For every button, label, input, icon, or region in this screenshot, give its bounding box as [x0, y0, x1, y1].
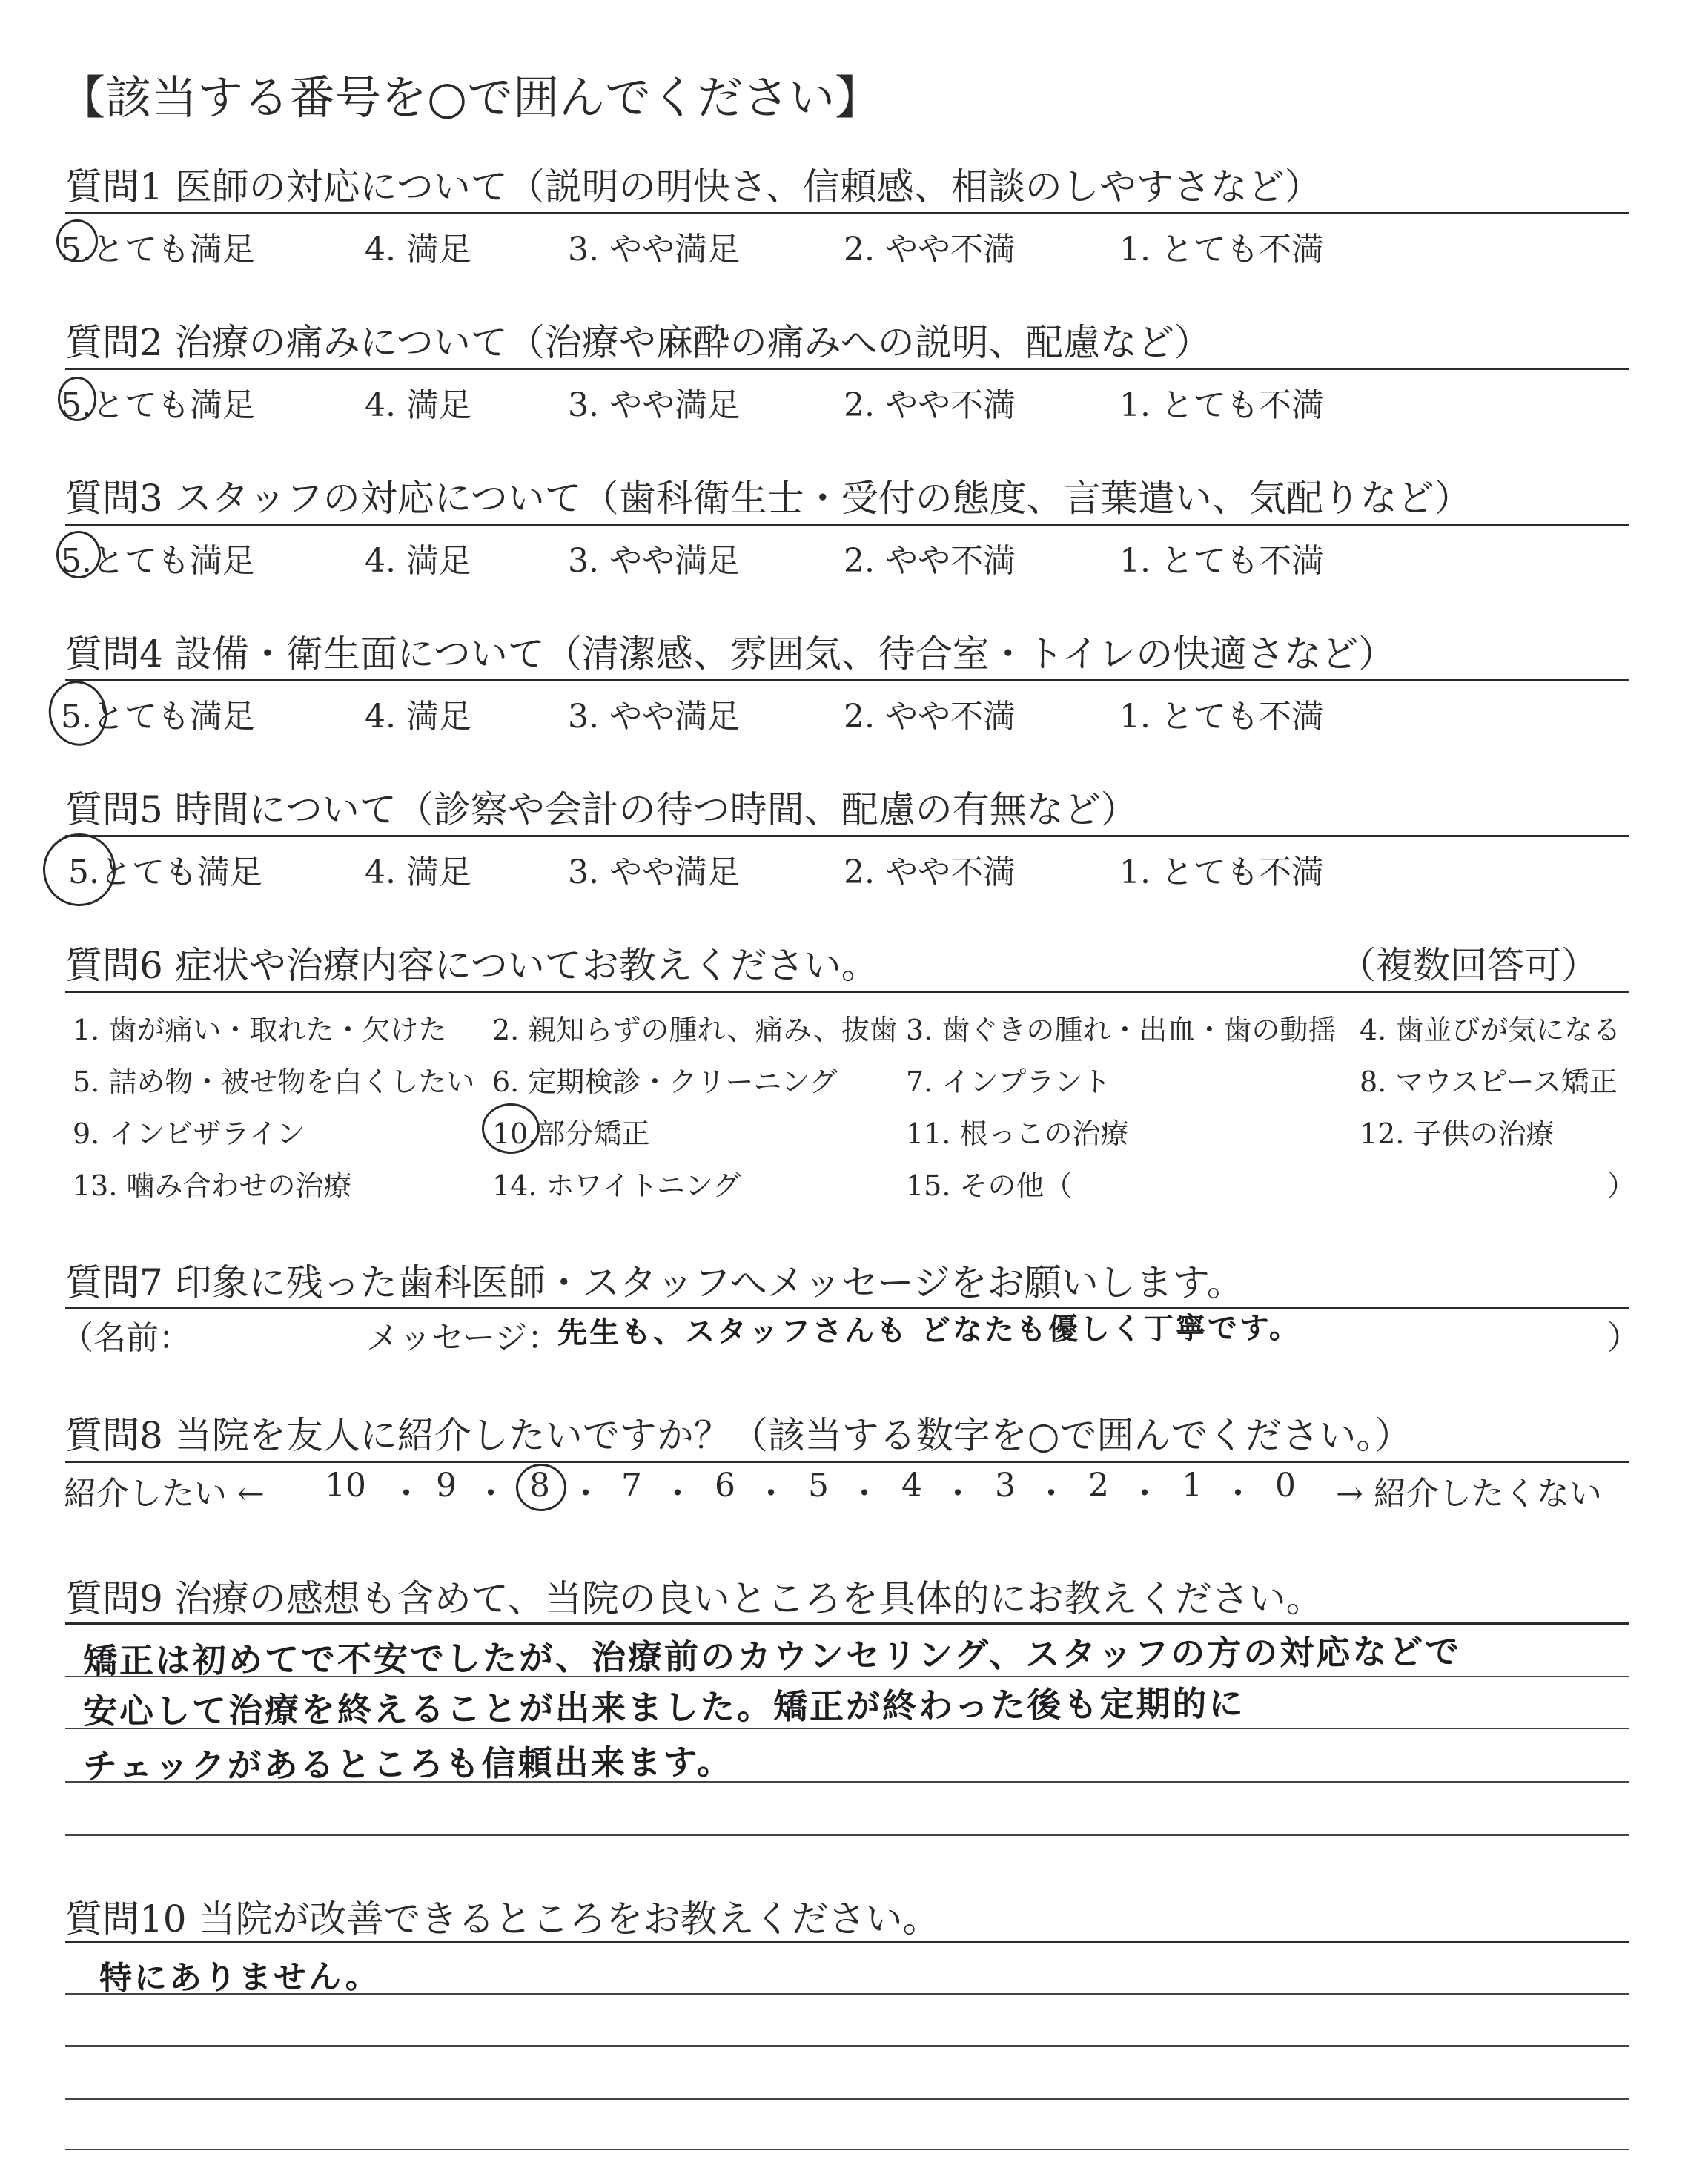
q5-title: 質問5 時間について（診察や会計の待つ時間、配慮の有無など）: [65, 788, 1138, 831]
q7-name-label: （名前：: [61, 1319, 191, 1357]
q1-opt-3[interactable]: 3. やや満足: [568, 231, 740, 268]
q6-item-15[interactable]: 15. その他（: [906, 1169, 1073, 1202]
q8-scale-1[interactable]: 1: [1182, 1467, 1202, 1505]
q8-dot: ・: [474, 1475, 507, 1513]
q5-opt-3[interactable]: 3. やや満足: [568, 853, 740, 891]
q5-rule: [65, 835, 1629, 837]
q8-dot: ・: [390, 1475, 423, 1513]
q5-opt-4[interactable]: 4. 満足: [365, 853, 471, 891]
q8-scale-4[interactable]: 4: [901, 1467, 922, 1505]
q8-dot: ・: [755, 1475, 787, 1513]
q1-opt-2[interactable]: 2. やや不満: [844, 231, 1016, 268]
q8-scale-9[interactable]: 9: [436, 1467, 457, 1505]
q2-opt-5[interactable]: 5.とても満足: [61, 386, 255, 424]
q1-opt-5[interactable]: 5.とても満足: [61, 231, 255, 268]
q3-opt-3[interactable]: 3. やや満足: [568, 542, 740, 580]
q4-opt-2[interactable]: 2. やや不満: [844, 698, 1016, 736]
q2-opt-1[interactable]: 1. とても不満: [1119, 386, 1324, 424]
q2-opt-4[interactable]: 4. 満足: [365, 386, 471, 424]
q2-rule: [65, 368, 1629, 370]
q8-scale-0[interactable]: 0: [1275, 1467, 1296, 1505]
q6-title: 質問6 症状や治療内容についてお教えください。: [65, 944, 878, 987]
q6-item-15-close: ）: [1607, 1169, 1636, 1202]
q6-item-2[interactable]: 2. 親知らずの腫れ、痛み、抜歯: [492, 1014, 898, 1046]
q6-item-9[interactable]: 9. インビザライン: [73, 1117, 305, 1150]
q8-dot: ・: [661, 1475, 694, 1513]
q6-item-1[interactable]: 1. 歯が痛い・取れた・欠けた: [73, 1014, 447, 1046]
q6-item-14[interactable]: 14. ホワイトニング: [492, 1169, 741, 1202]
q9-answer-rule-4: [65, 1834, 1629, 1836]
q10-answer-rule-1: [65, 1993, 1629, 1995]
q4-title: 質問4 設備・衛生面について（清潔感、雰囲気、待合室・トイレの快適さなど）: [65, 633, 1396, 676]
q5-opt-5[interactable]: 5.とても満足: [68, 853, 262, 891]
q4-hand-circle: [43, 676, 113, 751]
q8-scale-3[interactable]: 3: [995, 1467, 1016, 1505]
q4-opt-5[interactable]: 5.とても満足: [61, 698, 255, 736]
q1-title: 質問1 医師の対応について（説明の明快さ、信頼感、相談のしやすさなど）: [65, 165, 1322, 208]
q2-hand-circle: [58, 377, 96, 421]
q10-rule: [65, 1941, 1629, 1943]
q6-note: （複数回答可）: [1339, 944, 1598, 987]
q3-opt-4[interactable]: 4. 満足: [365, 542, 471, 580]
q9-answer-rule-1: [65, 1676, 1629, 1677]
q7-title: 質問7 印象に残った歯科医師・スタッフへメッセージをお願いします。: [65, 1261, 1244, 1304]
q6-item-6[interactable]: 6. 定期検診・クリーニング: [492, 1066, 838, 1098]
q6-item-12[interactable]: 12. 子供の治療: [1360, 1117, 1555, 1150]
q8-dot: ・: [848, 1475, 881, 1513]
q10-answer-rule-3: [65, 2098, 1629, 2100]
q8-dot: ・: [569, 1475, 602, 1513]
q8-rule: [65, 1461, 1629, 1463]
page-title: 【該当する番号を○で囲んでください】: [59, 70, 881, 125]
q3-opt-5[interactable]: 5.とても満足: [61, 542, 255, 580]
q6-hand-circle: [482, 1103, 540, 1154]
q3-opt-2[interactable]: 2. やや不満: [844, 542, 1016, 580]
q8-hand-circle: [516, 1464, 566, 1511]
q8-scale-2[interactable]: 2: [1088, 1467, 1109, 1505]
q5-opt-1[interactable]: 1. とても不満: [1119, 853, 1324, 891]
q8-scale-7[interactable]: 7: [621, 1467, 642, 1505]
q10-answer: 特にありません。: [99, 1958, 380, 1998]
q1-hand-circle: [56, 219, 98, 262]
q6-item-5[interactable]: 5. 詰め物・被せ物を白くしたい: [73, 1066, 475, 1098]
q10-answer-rule-2: [65, 2045, 1629, 2047]
q8-left-label: 紹介したい ←: [64, 1475, 265, 1513]
q4-rule: [65, 679, 1629, 681]
q9-rule: [65, 1622, 1629, 1625]
q4-opt-3[interactable]: 3. やや満足: [568, 698, 740, 736]
q3-hand-circle: [56, 531, 101, 578]
q9-answer-line-3: チェックがあるところも信頼出来ます。: [82, 1741, 734, 1786]
q6-item-11[interactable]: 11. 根っこの治療: [906, 1117, 1129, 1150]
q8-dot: ・: [1222, 1475, 1254, 1513]
q3-title: 質問3 スタッフの対応について（歯科衛生士・受付の態度、言葉遣い、気配りなど）: [65, 477, 1472, 520]
q8-right-label: → 紹介したくない: [1336, 1475, 1602, 1513]
q6-item-10[interactable]: 10.部分矯正: [492, 1117, 650, 1150]
q4-opt-1[interactable]: 1. とても不満: [1119, 698, 1324, 736]
q4-opt-4[interactable]: 4. 満足: [365, 698, 471, 736]
q9-answer-rule-2: [65, 1728, 1629, 1729]
q5-hand-circle: [35, 825, 124, 914]
q9-answer-line-2: 安心して治療を終えることが出来ました。矯正が終わった後も定期的に: [82, 1683, 1245, 1731]
q9-answer-rule-3: [65, 1781, 1629, 1783]
q2-opt-2[interactable]: 2. やや不満: [844, 386, 1016, 424]
q3-rule: [65, 524, 1629, 526]
q3-opt-1[interactable]: 1. とても不満: [1119, 542, 1324, 580]
q8-dot: ・: [941, 1475, 974, 1513]
q1-opt-1[interactable]: 1. とても不満: [1119, 231, 1324, 268]
q10-title: 質問10 当院が改善できるところをお教えください。: [65, 1898, 940, 1941]
q8-title: 質問8 当院を友人に紹介したいですか？（該当する数字を○で囲んでください。）: [65, 1414, 1412, 1457]
q10-answer-rule-4: [65, 2149, 1629, 2150]
q7-close: ）: [1607, 1319, 1640, 1357]
q6-item-13[interactable]: 13. 噛み合わせの治療: [73, 1169, 352, 1202]
q8-dot: ・: [1035, 1475, 1068, 1513]
q7-message-label: メッセージ：: [366, 1319, 560, 1357]
q8-dot: ・: [1128, 1475, 1161, 1513]
q6-rule: [65, 991, 1629, 993]
q2-opt-3[interactable]: 3. やや満足: [568, 386, 740, 424]
q6-item-4[interactable]: 4. 歯並びが気になる: [1360, 1014, 1621, 1046]
q6-item-8[interactable]: 8. マウスピース矯正: [1360, 1066, 1618, 1098]
q7-message: 先生も、スタッフさんも どなたも優しく丁寧です。: [557, 1311, 1301, 1350]
q1-rule: [65, 212, 1629, 214]
q6-item-7[interactable]: 7. インプラント: [906, 1066, 1111, 1098]
q8-scale-5[interactable]: 5: [808, 1467, 829, 1505]
q1-opt-4[interactable]: 4. 満足: [365, 231, 471, 268]
q5-opt-2[interactable]: 2. やや不満: [844, 853, 1016, 891]
q9-title: 質問9 治療の感想も含めて、当院の良いところを具体的にお教えください。: [65, 1577, 1323, 1620]
q8-scale-6[interactable]: 6: [715, 1467, 735, 1505]
q8-scale-8[interactable]: 8: [529, 1467, 550, 1505]
q9-answer-line-1: 矯正は初めてで不安でしたが、治療前のカウンセリング、スタッフの方の対応などで: [82, 1631, 1462, 1681]
q2-title: 質問2 治療の痛みについて（治療や麻酔の痛みへの説明、配慮など）: [65, 321, 1211, 364]
q6-item-3[interactable]: 3. 歯ぐきの腫れ・出血・歯の動揺: [906, 1014, 1337, 1046]
q8-scale-10[interactable]: 10: [325, 1467, 366, 1505]
